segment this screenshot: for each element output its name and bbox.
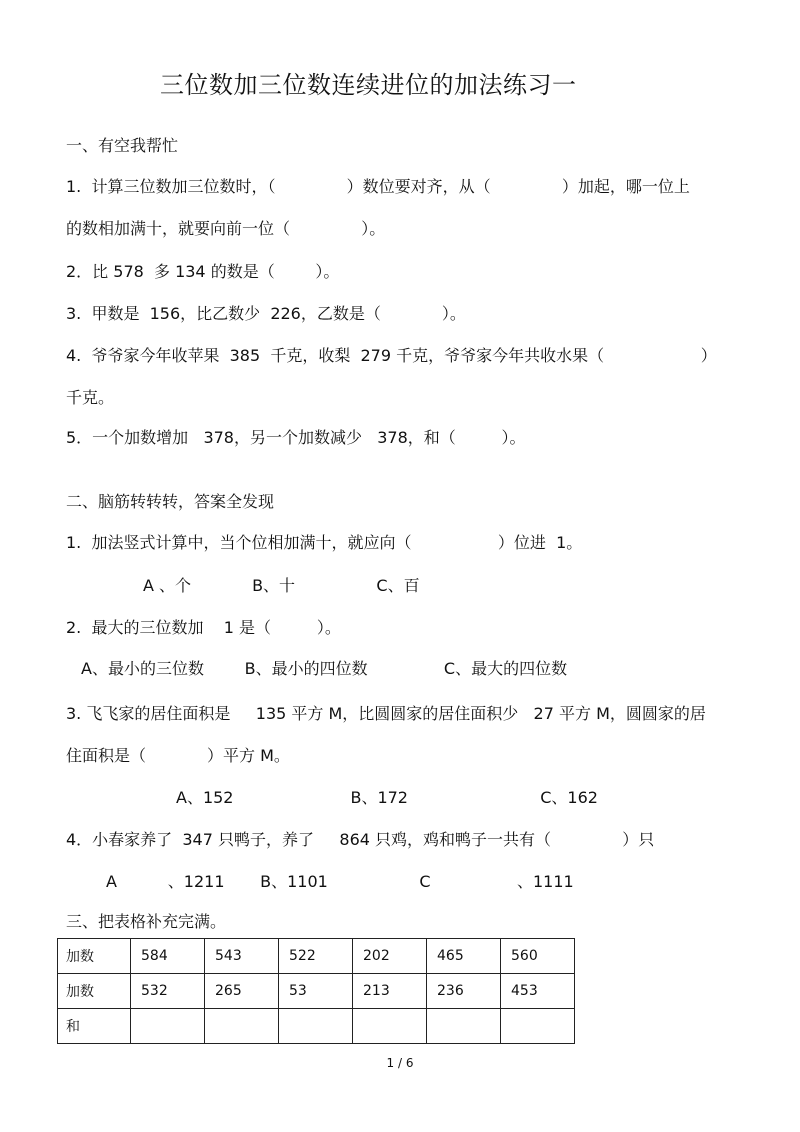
table-cell: 202 <box>353 939 427 974</box>
s2-q3-line2: 住面积是（ ）平方 M。 <box>66 746 290 765</box>
table-cell: 543 <box>205 939 279 974</box>
s1-q5: 5．一个加数增加 378，另一个加数减少 378，和（ ）。 <box>66 428 526 447</box>
table-cell: 453 <box>501 974 575 1009</box>
table-row <box>58 974 575 1009</box>
s2-q2-options: A、最小的三位数 B、最小的四位数 C、最大的四位数 <box>81 659 568 678</box>
section2-heading: 二、脑筋转转转，答案全发现 <box>66 492 275 511</box>
s2-q1-options: A 、个 B、十 C、百 <box>143 576 420 595</box>
row-label: 加数 <box>58 939 131 974</box>
s1-q4-line1: 4. 爷爷家今年收苹果 385 千克，收梨 279 千克，爷爷家今年共收水果（ ） <box>66 346 717 365</box>
s2-q3-options: A、152 B、172 C、162 <box>176 788 598 807</box>
row-label: 加数 <box>58 974 131 1009</box>
s1-q1-line2: 的数相加满十，就要向前一位（ ）。 <box>66 219 386 238</box>
s1-q3: 3. 甲数是 156，比乙数少 226，乙数是（ ）。 <box>66 304 466 323</box>
table-cell: 236 <box>427 974 501 1009</box>
s1-q1-line1: 1. 计算三位数加三位数时，（ ）数位要对齐，从（ ）加起，哪一位上 <box>66 177 690 196</box>
answer-cell[interactable] <box>131 1009 205 1044</box>
s2-q4: 4．小春家养了 347 只鸭子，养了 864 只鸡，鸡和鸭子一共有（ ）只 <box>66 830 655 849</box>
s1-q2: 2．比 578 多 134 的数是（ ）。 <box>66 262 340 281</box>
s2-q1: 1. 加法竖式计算中，当个位相加满十，就应向（ ）位进 1。 <box>66 533 583 552</box>
page-title: 三位数加三位数连续进位的加法练习一 <box>160 71 577 99</box>
s1-q4-line2: 千克。 <box>66 388 115 407</box>
section3-heading: 三、把表格补充完满。 <box>66 912 227 931</box>
row-label: 和 <box>58 1009 131 1044</box>
answer-cell[interactable] <box>279 1009 353 1044</box>
s2-q3-line1: 3. 飞飞家的居住面积是 135 平方 M，比圆圆家的居住面积少 27 平方 M，圆圆家的居 <box>66 704 706 723</box>
table-cell: 532 <box>131 974 205 1009</box>
page-number: 1 / 6 <box>386 1056 414 1070</box>
table-cell: 465 <box>427 939 501 974</box>
answer-cell[interactable] <box>205 1009 279 1044</box>
table-row <box>58 1009 575 1044</box>
answer-cell[interactable] <box>353 1009 427 1044</box>
addition-table <box>57 938 575 1044</box>
table-cell: 213 <box>353 974 427 1009</box>
answer-cell[interactable] <box>427 1009 501 1044</box>
table-cell: 53 <box>279 974 353 1009</box>
answer-cell[interactable] <box>501 1009 575 1044</box>
s2-q4-options: A 、1211 B、1101 C 、1111 <box>106 872 574 891</box>
table-cell: 265 <box>205 974 279 1009</box>
table-cell: 522 <box>279 939 353 974</box>
table-cell: 584 <box>131 939 205 974</box>
section1-heading: 一、有空我帮忙 <box>66 136 179 155</box>
table-cell: 560 <box>501 939 575 974</box>
s2-q2: 2. 最大的三位数加 1 是（ ）。 <box>66 618 341 637</box>
table-row <box>58 939 575 974</box>
